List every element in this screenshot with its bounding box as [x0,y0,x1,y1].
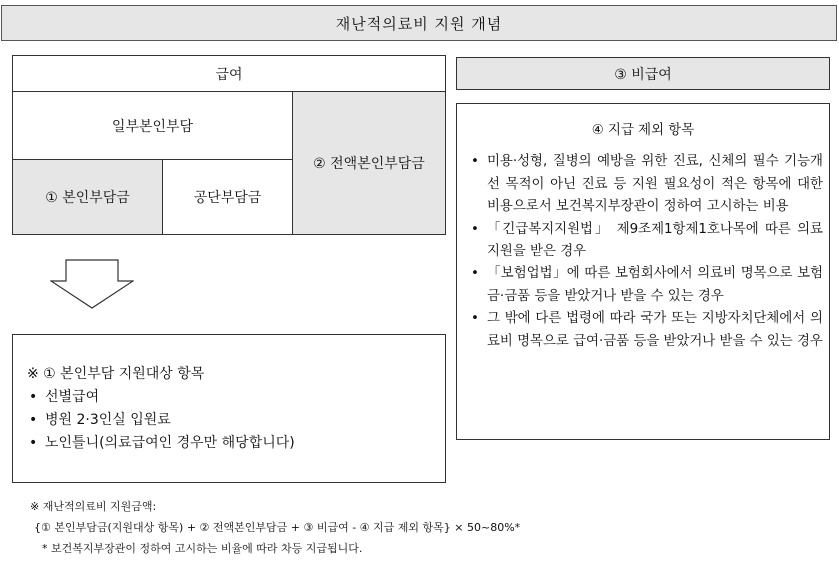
benefit-header: 급여 [12,55,446,92]
exclusions-box [456,103,830,440]
non-benefit-header: ③ 비급여 [456,57,830,90]
insurer-pay-cell: 공단부담금 [162,159,293,235]
support-items-title: ※ ① 본인부담 지원대상 항목 [27,366,205,382]
support-items-list [27,386,445,455]
full-self-pay-cell: ② 전액본인부담금 [292,91,446,235]
footnote [30,496,830,559]
footnote-line: ※ 재난적의료비 지원금액: [30,500,157,513]
footnote-formula: {① 본인부담금(지원대상 항목) + ② 전액본인부담금 + ③ 비급여 - ④ 지급 제외 항목} × 50~80%* [34,521,521,534]
support-item: • 병원 2·3인실 입원료 [27,409,445,432]
footnote-note: * 보건복지부장관이 정하여 고시하는 비율에 따라 차등 지급됩니다. [42,542,363,555]
support-item: • 선별급여 [27,386,445,409]
exclusion-item: • 「보험업법」에 따른 보험회사에서 의료비 명목으로 보험금·금품 등을 받았거나 받을 수 있는 경우 [463,263,823,308]
page-title: 재난적의료비 지원 개념 [1,5,837,41]
exclusion-item: • 그 밖에 다른 법령에 따라 국가 또는 지방자치단체에서 의료비 명목으로 급여·금품 등을 받았거나 받을 수 있는 경우 [463,308,823,353]
exclusion-item: • 「긴급복지지원법」 제9조제1항제1호나목에 따른 의료지원을 받은 경우 [463,219,823,264]
support-items-box [12,334,446,483]
partial-self-pay-cell: 일부본인부담 [12,91,293,160]
exclusions-list [463,151,823,353]
exclusion-item: • 미용·성형, 질병의 예방을 위한 진료, 신체의 필수 기능개선 목적이 아닌 진료 등 지원 필요성이 적은 항목에 대한 비용으로서 보건복지부장관이 정하여 고시하는 비용 [463,151,823,218]
down-arrow-icon [50,259,134,309]
exclusions-title: ④ 지급 제외 항목 [591,123,695,138]
self-pay-cell: ① 본인부담금 [12,159,163,235]
support-item: • 노인틀니(의료급여인 경우만 해당합니다) [27,432,445,455]
